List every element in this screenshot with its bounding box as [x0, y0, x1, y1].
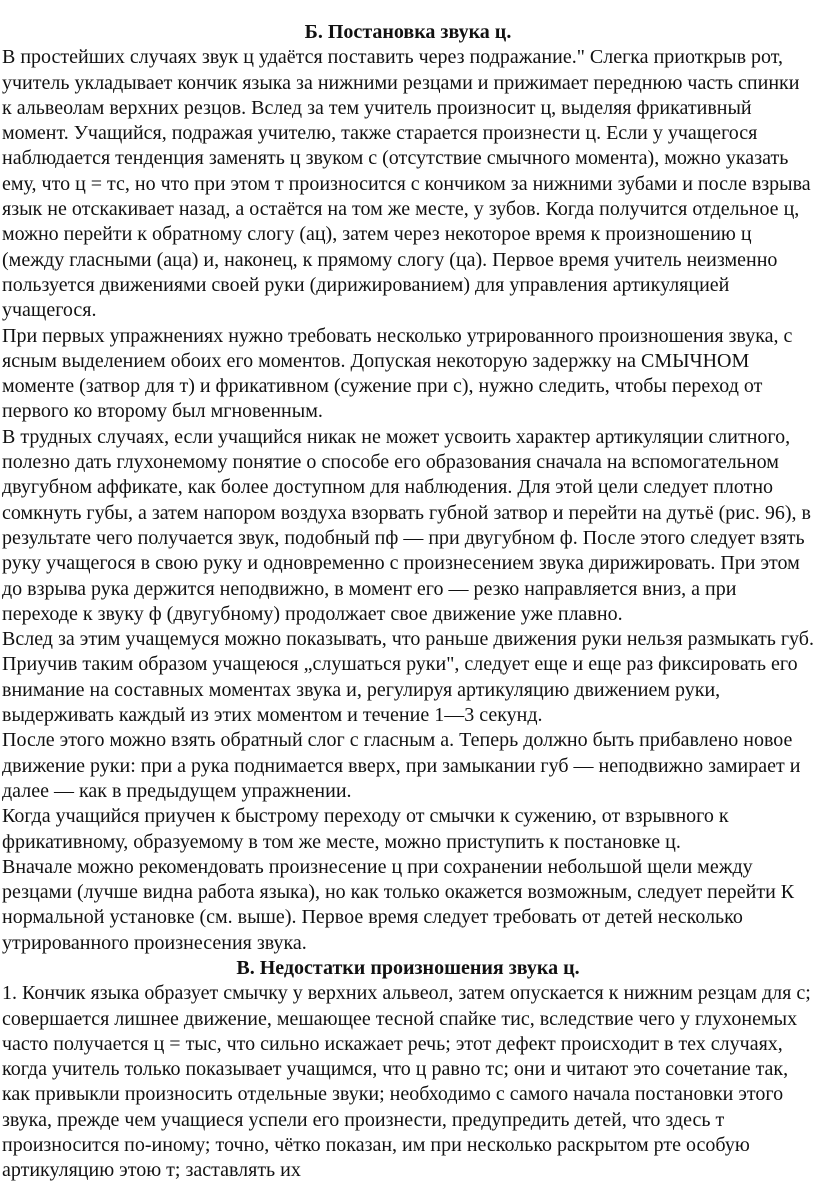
paragraph: В простейших случаях звук ц удаётся поставить через подражание." Слегка приоткрыв рот, учитель укладывает кончик языка за нижними резцами и прижимает переднюю часть спинки к альвеолам верхних резцов. Вслед за тем учитель произносит ц, выделяя фрикативный момент. Учащийся, подражая учителю, также старается произнести ц. Если у учащегося наблюдается тенденция заменять ц звуком с (отсутствие смычного момента), можно указать ему, что ц = тс, но что при этом т произносится с кончиком за нижними зубами и после взрыва язык не отскакивает назад, а остаётся на том же месте, у зубов. Когда получится отдельное ц, можно перейти к обратному слогу (ац), затем через некоторое время к произношению ц (между гласными (аца) и, наконец, к прямому слогу (ца). Первое время учитель неизменно пользуется движениями своей руки (дирижированием) для управления артикуляцией учащегося.	[2, 46, 811, 322]
paragraph: При первых упражнениях нужно требовать несколько утрированного произношения звука, с ясным выделением обоих его моментов. Допуская некоторую задержку на СМЫЧНОМ моменте (затвор для т) и фрикативном (сужение при с), нужно следить, чтобы переход от первого ко второму был мгновенным.	[2, 324, 793, 423]
section-b-title: Б. Постановка звука ц.	[304, 21, 512, 43]
paragraph: Когда учащийся приучен к быстрому переходу от смычки к сужению, от взрывного к фрикативному, образуемому в том же месте, можно приступить к постановке ц.	[2, 805, 729, 853]
section-v-title: В. Недостатки произношения звука ц.	[236, 956, 580, 979]
paragraph: Вслед за этим учащемуся можно показывать, что раньше движения руки нельзя размыкать губ. Приучив таким образом учащеюся „слушаться руки", следует еще и еще раз фиксировать его внимание на составных моментах звука и, регулируя артикуляцию движением руки, выдерживать каждый из этих моментом и течение 1—3 секунд.	[2, 628, 814, 727]
paragraph: В трудных случаях, если учащийся никак не может усвоить характер артикуляции слитного, полезно дать глухонемому понятие о способе его образования сначала на вспомогательном двугубном аффикате, как более доступном для наблюдения. Для этой цели следует плотно сомкнуть губы, а затем напором воздуха взорвать губной затвор и перейти на дутьё (рис. 96), в результате чего получается звук, подобный пф — при двугубном ф. После этого следует взять руку учащегося в свою руку и одновременно с произнесением звука дирижировать. При этом до взрыва рука держится неподвижно, в момент его — резко направляется вниз, а при переходе к звуку ф (двугубному) продолжает свое движение уже плавно.	[2, 425, 811, 625]
paragraph: После этого можно взять обратный слог с гласным а. Теперь должно быть прибавлено новое движение руки: при а рука поднимается вверх, при замыкании губ — неподвижно замирает и далее — как в предыдущем упражнении.	[2, 729, 801, 802]
paragraph: Вначале можно рекомендовать произнесение ц при сохранении небольшой щели между резцами (лучше видна работа языка), но как только окажется возможным, следует перейти К нормальной установке (см. выше). Первое время следует требовать от детей несколько утрированного произнесения звука.	[2, 855, 795, 954]
paragraph: 1. Кончик языка образует смычку у верхних альвеол, затем опускается к нижним резцам для с; совершается лишнее движение, мешающее тесной спайке тис, вследствие чего у глухонемых часто получается ц = тыс, что сильно искажает речь; этот дефект происходит в тех случаях, когда учитель только показывает учащимся, что ц равно тс; они и читают это сочетание так, как привыкли произносить отдельные звуки; необходимо с самого начала постановки этого звука, прежде чем учащиеся успели его произнести, предупредить детей, что здесь т произносится по-иному; точно, чётко показан, им при несколько раскрытом рте особую артикуляцию этою т; заставлять их	[2, 982, 811, 1182]
